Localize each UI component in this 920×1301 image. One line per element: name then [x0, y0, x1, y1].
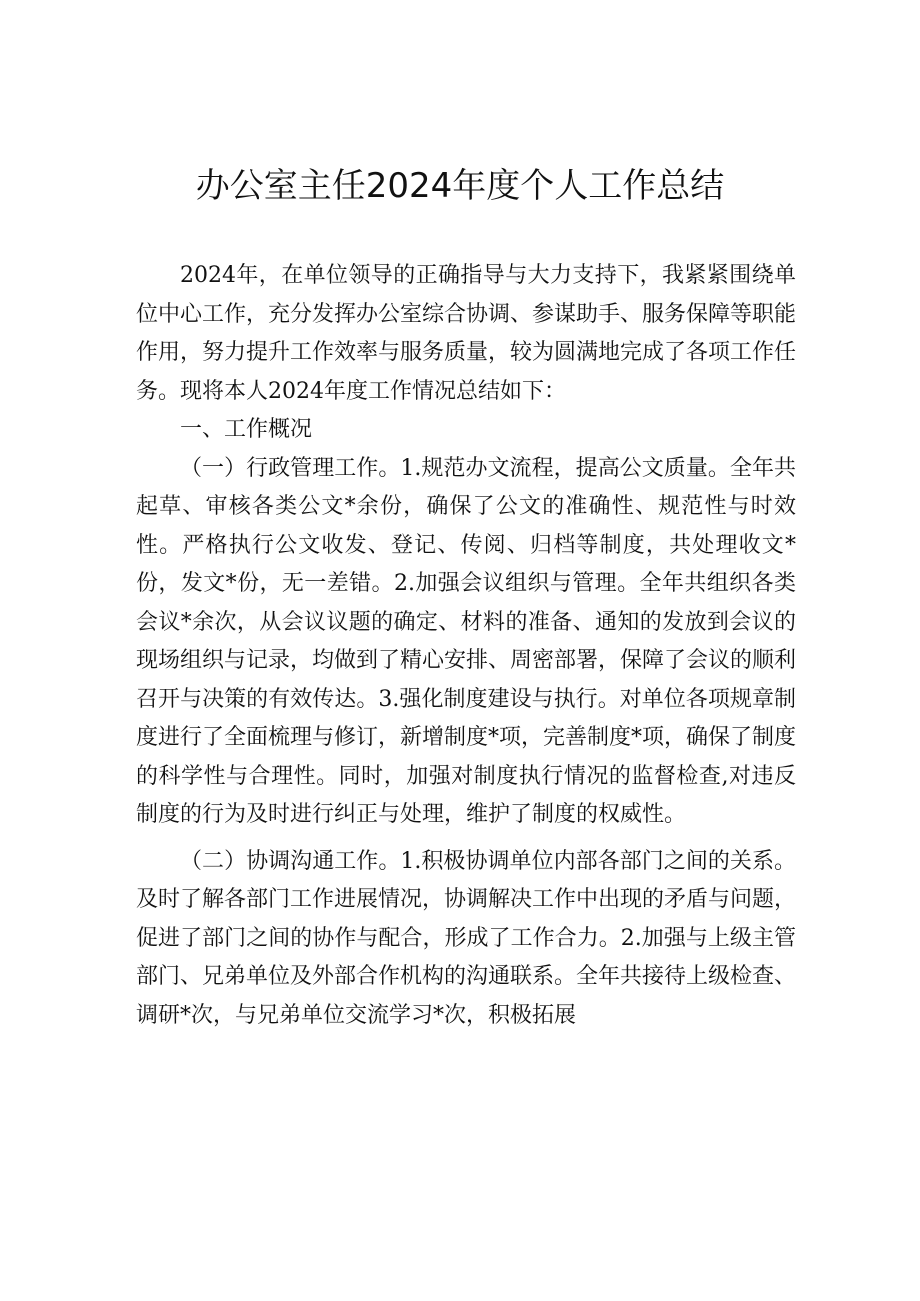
admin-work-paragraph: （一）行政管理工作。1.规范办文流程，提高公文质量。全年共起草、审核各类公文*余份，确保了公文的准确性、规范性与时效性。严格执行公文收发、登记、传阅、归档等制度，共处理收文*份，发文*份，无一差错。2.加强会议组织与管理。全年共组织各类会议*余次，从会议议题的确定、材料的准备、通知的发放到会议的现场组织与记录，均做到了精心安排、周密部署，保障了会议的顺利召开与决策的有效传达。3.强化制度建设与执行。对单位各项规章制度进行了全面梳理与修订，新增制度*项，完善制度*项，确保了制度的科学性与合理性。同时，加强对制度执行情况的监督检查,对违反制度的行为及时进行纠正与处理，维护了制度的权威性。: [136, 455, 797, 827]
document-title: 办公室主任2024年度个人工作总结: [195, 166, 725, 206]
section-heading-work-overview: 一、工作概况: [180, 417, 313, 442]
intro-paragraph: 2024年，在单位领导的正确指导与大力支持下，我紧紧围绕单位中心工作，充分发挥办公室综合协调、参谋助手、服务保障等职能作用，努力提升工作效率与服务质量，较为圆满地完成了各项工作任务。现将本人2024年度工作情况总结如下：: [136, 263, 797, 404]
coordination-work-paragraph: （二）协调沟通工作。1.积极协调单位内部各部门之间的关系。及时了解各部门工作进展情况，协调解决工作中出现的矛盾与问题，促进了部门之间的协作与配合，形成了工作合力。2.加强与上级主管部门、兄弟单位及外部合作机构的沟通联系。全年共接待上级检查、调研*次，与兄弟单位交流学习*次，积极拓展: [136, 848, 797, 1028]
document-body: [136, 257, 796, 1035]
